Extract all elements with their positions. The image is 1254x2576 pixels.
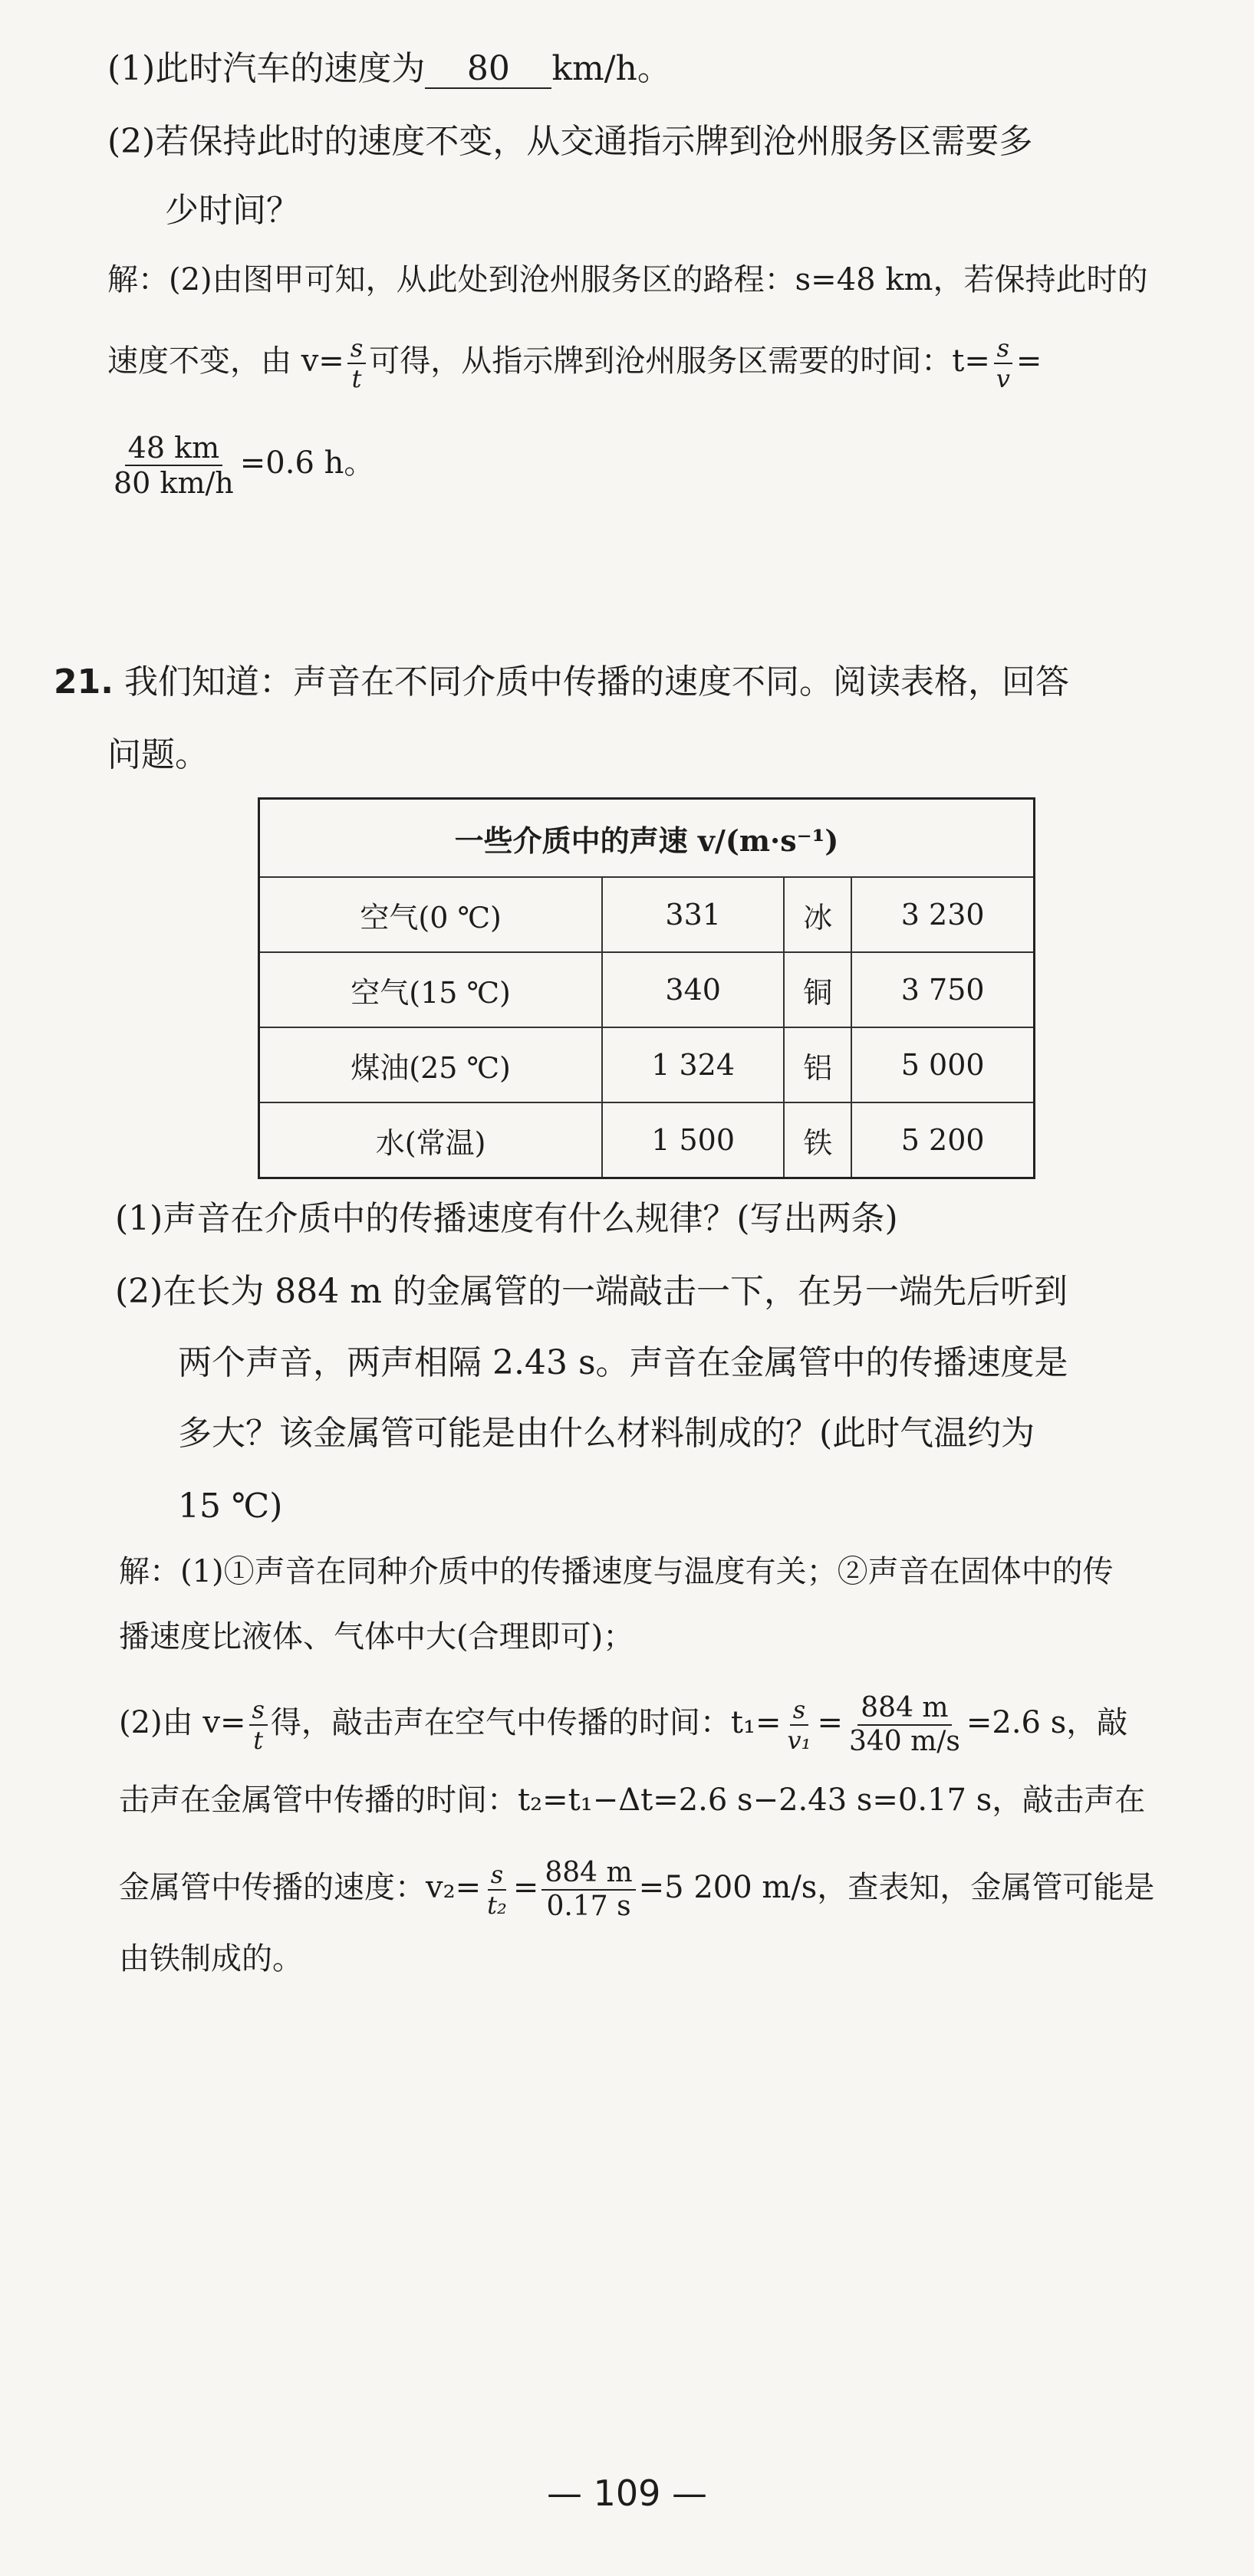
q21-solution2-line4: 由铁制成的。 — [119, 1941, 303, 1976]
table-cell: 5 000 — [851, 1027, 1034, 1102]
fraction-numerator: 884 m — [857, 1694, 951, 1726]
q21-part2-line3: 多大？该金属管可能是由什么材料制成的？(此时气温约为 — [178, 1414, 1035, 1453]
q20-answer-blank: 80 — [425, 51, 551, 89]
table-row — [259, 952, 1035, 1027]
q21-solution2-text-d: 金属管中传播的速度：v₂= — [119, 1870, 482, 1905]
q21-solution2-line3 — [119, 1859, 1154, 1921]
table-cell: 冰 — [784, 877, 851, 952]
fraction-s-over-t — [249, 1697, 268, 1753]
fraction-denominator: 340 m/s — [848, 1726, 960, 1757]
fraction-s-over-v — [993, 336, 1013, 391]
q20-solution-line2 — [107, 336, 1042, 391]
table-cell: 1 500 — [602, 1102, 784, 1178]
fraction-numerator: s — [790, 1697, 808, 1726]
q20-part1-text: (1)此时汽车的速度为 — [107, 49, 426, 88]
sound-speed-table — [258, 797, 1035, 1179]
q21-solution1-line1: 解：(1)①声音在同种介质中的传播速度与温度有关；②声音在固体中的传 — [119, 1554, 1114, 1589]
q21-solution2-text-c: =2.6 s，敲 — [966, 1705, 1128, 1740]
q21-intro-text: 我们知道：声音在不同介质中传播的速度不同。阅读表格，回答 — [123, 662, 1069, 702]
q21-part2-line4: 15 ℃) — [178, 1487, 283, 1526]
fraction-numerator: 48 km — [125, 433, 223, 466]
q21-solution2-text-b: 得，敲击声在空气中传播的时间：t₁= — [270, 1705, 782, 1740]
fraction-s-over-t2 — [484, 1860, 510, 1920]
table-title-row — [259, 799, 1035, 878]
q20-solution-text-b: 可得，从指示牌到沧州服务区需要的时间：t= — [369, 343, 990, 379]
fraction-denominator: v₁ — [787, 1726, 811, 1755]
fraction-numerator: s — [347, 336, 366, 364]
table-cell: 铜 — [784, 952, 851, 1027]
table-cell: 空气(15 ℃) — [259, 952, 603, 1027]
table-cell: 铝 — [784, 1027, 851, 1102]
fraction-denominator: v — [996, 364, 1010, 393]
table-title: 一些介质中的声速 v/(m·s⁻¹) — [259, 799, 1035, 878]
q21-part2-line2: 两个声音，两声相隔 2.43 s。声音在金属管中的传播速度是 — [178, 1343, 1068, 1382]
q20-solution-result: =0.6 h。 — [239, 445, 375, 481]
fraction-884m-over-340ms — [846, 1694, 963, 1756]
q21-solution2-equals-2: = — [512, 1870, 539, 1905]
table-cell: 1 324 — [602, 1027, 784, 1102]
fraction-numerator: s — [488, 1862, 506, 1891]
table-cell: 331 — [602, 877, 784, 952]
table-cell: 铁 — [784, 1102, 851, 1178]
q20-part2-line2: 少时间？ — [165, 191, 300, 230]
fraction-884m-over-017s — [541, 1859, 635, 1921]
q20-solution-text-a: 速度不变，由 v= — [107, 343, 344, 379]
fraction-s-over-v1 — [785, 1697, 815, 1753]
fraction-numerator: 884 m — [541, 1859, 635, 1891]
table-cell: 水(常温) — [259, 1102, 603, 1178]
table-row — [259, 1027, 1035, 1102]
fraction-numerator: s — [249, 1697, 268, 1726]
q21-solution2-text-e: =5 200 m/s，查表知，金属管可能是 — [638, 1870, 1155, 1905]
table-cell: 5 200 — [851, 1102, 1034, 1178]
fraction-denominator: t₂ — [487, 1891, 507, 1920]
q21-part1: (1)声音在介质中的传播速度有什么规律？(写出两条) — [115, 1199, 898, 1238]
q21-solution2-line2: 击声在金属管中传播的时间：t₂=t₁−Δt=2.6 s−2.43 s=0.17 s，敲击声在 — [119, 1783, 1146, 1818]
q21-intro-line2: 问题。 — [107, 735, 209, 774]
fraction-denominator: t — [351, 364, 362, 393]
q21-solution2-text-a: (2)由 v= — [119, 1705, 246, 1740]
fraction-s-over-t — [347, 336, 366, 391]
q21-intro-line1 — [54, 659, 1069, 705]
q21-solution2-equals: = — [817, 1705, 843, 1740]
q21-number: 21. — [54, 662, 114, 702]
q20-solution-line3 — [107, 433, 374, 498]
table-row — [259, 877, 1035, 952]
fraction-denominator: 80 km/h — [114, 466, 234, 500]
table-cell: 340 — [602, 952, 784, 1027]
table-cell: 空气(0 ℃) — [259, 877, 603, 952]
table-cell: 3 750 — [851, 952, 1034, 1027]
table-row — [259, 1102, 1035, 1178]
fraction-48km-over-80kmh — [110, 433, 237, 498]
fraction-numerator: s — [994, 336, 1012, 364]
q21-solution2-line1 — [119, 1694, 1127, 1756]
q20-part2-line1: (2)若保持此时的速度不变，从交通指示牌到沧州服务区需要多 — [107, 122, 1033, 161]
q20-solution-line1: 解：(2)由图甲可知，从此处到沧州服务区的路程：s=48 km，若保持此时的 — [107, 262, 1148, 297]
fraction-denominator: t — [253, 1726, 264, 1755]
q20-part1 — [107, 46, 671, 92]
q21-part2-line1: (2)在长为 884 m 的金属管的一端敲击一下，在另一端先后听到 — [115, 1272, 1068, 1311]
page-number: — 109 — — [546, 2472, 708, 2514]
table-cell: 3 230 — [851, 877, 1034, 952]
q21-solution1-line2: 播速度比液体、气体中大(合理即可)； — [119, 1619, 634, 1654]
q20-part1-unit: km/h。 — [551, 49, 671, 88]
fraction-denominator: 0.17 s — [546, 1891, 631, 1922]
q20-solution-equals: = — [1015, 343, 1042, 379]
table-cell: 煤油(25 ℃) — [259, 1027, 603, 1102]
